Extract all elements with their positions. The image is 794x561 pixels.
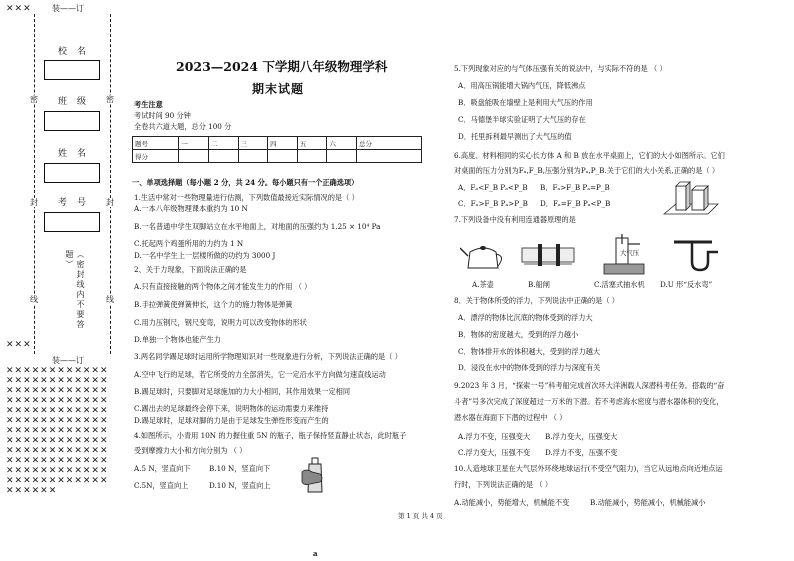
side-feng-right: 封 bbox=[106, 198, 114, 207]
question-line: 4.如图所示，小青用 10N 的力握住重 5N 的瓶子，瓶子保持竖直静止状态，此时瓶子 bbox=[134, 431, 407, 440]
page-number: 第 1 页 共 4 页 bbox=[398, 512, 443, 520]
teapot-figure bbox=[460, 240, 508, 274]
q8-option-d: D．浸没在水中的物体受到的浮力与深度有关 bbox=[458, 363, 601, 372]
q5-option-d: D．托里拆利最早测出了大气压的值 bbox=[458, 132, 572, 141]
q9-stem-line1: 9.2023 年 3 月，“探索一号”科考船完成首次环大洋洲载人深潜科考任务。搭载的“奋 bbox=[454, 381, 725, 390]
q9-option-a: A.浮力不变，压强变大 bbox=[458, 432, 531, 441]
q6-option-b: B．Fₐ>F_B Pₐ=P_B bbox=[540, 183, 610, 192]
option-line: D.单独一个物体也能产生力 bbox=[134, 335, 221, 344]
score-header-cell: 二 bbox=[208, 137, 238, 150]
name-field[interactable] bbox=[44, 163, 100, 183]
q7-option-a: A.茶壶 bbox=[472, 280, 494, 289]
q10-option-a: A.动能减小，势能增大，机械能不变 bbox=[454, 498, 570, 507]
score-header-cell: 一 bbox=[179, 137, 209, 150]
class-field[interactable] bbox=[44, 111, 100, 131]
q8-stem: 8．关于物体所受的浮力，下列说法中正确的是（ ） bbox=[454, 296, 619, 305]
q8-option-a: A．漂浮的物体比沉底的物体受到的浮力大 bbox=[458, 313, 593, 322]
number-label: 考号 bbox=[58, 198, 97, 208]
q7-option-c: C.活塞式抽水机 bbox=[594, 280, 645, 289]
q6-option-a: A．Fₐ<F_B Pₐ<P_B bbox=[458, 183, 528, 192]
q6-option-d: D．Fₐ=F_B Pₐ<P_B bbox=[540, 199, 611, 208]
option-line: A.只有直接接触的两个物体之间才能发生力的作用 （ ） bbox=[134, 282, 312, 291]
sealing-notice: （密封线内不要答题） bbox=[65, 250, 85, 330]
q9-option-c: C.浮力变大，压强不变 bbox=[458, 448, 531, 457]
binding-top-label: 装——订 bbox=[52, 4, 84, 13]
score-header-cell: 四 bbox=[268, 137, 298, 150]
option-line: D.踢足球时，足球对脚的力是由于足球发生弹性形变而产生的 bbox=[134, 416, 329, 425]
option-line: B.手拉弹簧使弹簧伸长，这个力的施力物体是弹簧 bbox=[134, 300, 293, 309]
option-line: A.空中飞行的足球，若它所受的力全部消失，它一定沿水平方向做匀速直线运动 bbox=[134, 370, 386, 379]
question-line: 受到摩擦力大小和方向分别为 （ ） bbox=[134, 446, 247, 455]
score-row-label: 得分 bbox=[133, 150, 179, 163]
u-trap-figure bbox=[672, 238, 720, 274]
binding-bottom-label: 装——订 bbox=[52, 356, 84, 365]
notes-total: 全卷共六道大题，总分 100 分 bbox=[134, 122, 232, 131]
score-header-cell: 总分 bbox=[357, 137, 422, 150]
q7-option-b: B.船闸 bbox=[528, 280, 550, 289]
q10-stem-line1: 10.人造地球卫星在大气层外环绕地球运行(不受空气阻力)，当它从远地点向近地点运 bbox=[454, 464, 723, 473]
q4-option-c: C.5N，竖直向上 bbox=[134, 481, 189, 490]
q9-stem-line3: 潜水器在海面下下潜的过程中 （ ） bbox=[454, 413, 567, 422]
q9-stem-line2: 斗者”号多次完成了深度超过一万米的下潜。若不考虑海水密度与潜水器体积的变化， bbox=[454, 397, 724, 406]
question-line: 3.两名同学踢足球时运用所学物理知识对一些现象进行分析，下列说法正确的是（ ） bbox=[134, 352, 402, 361]
q5-option-a: A．用高压锅能增大锅内气压，降低沸点 bbox=[458, 81, 586, 90]
q4-option-b: B.10 N，竖直向下 bbox=[209, 464, 271, 473]
decorative-x-pattern-bottom: ✕✕✕✕✕✕✕✕✕✕✕✕✕✕✕✕✕✕✕✕✕✕✕✕✕✕✕✕✕✕✕✕✕✕✕✕✕✕✕✕✕✕✕✕✕✕✕✕✕✕✕✕✕✕✕✕✕✕✕✕✕✕✕✕✕✕✕✕✕✕✕✕✕✕✕✕✕✕✕✕✕✕✕✕✕✕✕✕✕✕✕✕✕✕✕✕✕✕✕✕✕✕✕✕✕✕✕✕✕✕✕✕✕✕✕✕✕✕✕✕✕✕✕✕✕✕✕✕✕✕✕✕✕✕✕✕✕✕✕✕✕✕✕✕✕✕✕✕✕✕ bbox=[6, 366, 109, 496]
q9-option-d: D.浮力不变，压强不变 bbox=[545, 448, 618, 457]
score-cell[interactable] bbox=[179, 150, 209, 163]
footer-mark: a bbox=[313, 549, 318, 558]
decorative-x-pattern-top: ✕✕✕ bbox=[6, 4, 32, 14]
score-header-cell: 三 bbox=[238, 137, 268, 150]
q7-stem: 7.下列设备中没有利用连通器原理的是 bbox=[454, 215, 576, 224]
q7-option-d: D.U 形“反水弯” bbox=[660, 280, 713, 289]
q6-stem-line1: 6.高度、材料相同的实心长方体 A 和 B 放在水平桌面上，它们的大小如图所示。它们 bbox=[454, 151, 725, 160]
q5-option-c: C．马德堡半球实验证明了大气压的存在 bbox=[458, 115, 586, 124]
side-mi-right: 密 bbox=[106, 95, 114, 104]
q10-option-b: B.动能减小，势能减小，机械能减小 bbox=[590, 498, 706, 507]
score-cell[interactable] bbox=[208, 150, 238, 163]
side-feng-left: 封 bbox=[30, 198, 38, 207]
side-xian-right: 线 bbox=[106, 295, 114, 304]
score-header-cell: 五 bbox=[297, 137, 327, 150]
section1-heading: 一、单项选择题（每小题 2 分，共 24 分。每小题只有一个正确选项） bbox=[132, 178, 359, 187]
option-line: C.踢出去的足球最终会停下来，说明物体的运动需要力来维持 bbox=[134, 404, 329, 413]
number-field[interactable] bbox=[44, 212, 100, 232]
score-cell[interactable] bbox=[297, 150, 327, 163]
option-line: B.一名普通中学生双脚站立在水平地面上，对地面的压强约为 1.25 × 10⁴ Pa bbox=[134, 222, 381, 231]
q8-option-c: C．物体排开水的体积越大，受到的浮力越大 bbox=[458, 347, 601, 356]
hand-bottle-figure bbox=[298, 456, 334, 496]
name-label: 姓名 bbox=[58, 149, 97, 159]
score-cell[interactable] bbox=[327, 150, 357, 163]
school-field[interactable] bbox=[44, 60, 100, 80]
q6-stem-line2: 对桌面的压力分别为Fₐ,F_B,压强分别为Pₐ,P_B.关于它们的大小关系,正确的是（ ） bbox=[454, 166, 720, 175]
q5-stem: 5.下列现象对应的与气体压强有关的说法中，与实际不符的是 （ ） bbox=[454, 64, 667, 73]
ship-lock-figure bbox=[520, 240, 576, 274]
score-cell[interactable] bbox=[268, 150, 298, 163]
binding-strip bbox=[0, 0, 118, 561]
score-table bbox=[132, 136, 422, 163]
option-line: A.一本八年级物理课本重约为 10 N bbox=[134, 204, 248, 213]
decorative-x-pattern-mid: ✕✕✕ bbox=[6, 340, 32, 350]
notes-time: 考试时间 90 分钟 bbox=[134, 111, 191, 120]
q9-option-b: B.浮力变大，压强变大 bbox=[545, 432, 618, 441]
class-label: 班级 bbox=[58, 97, 97, 107]
question-line: 1.生活中常对一些物理量进行估测，下列数值最接近实际情况的是（ ） bbox=[134, 193, 359, 202]
score-header-cell: 六 bbox=[327, 137, 357, 150]
page-subtitle: 期末试题 bbox=[252, 82, 305, 96]
score-cell[interactable] bbox=[357, 150, 422, 163]
question-line: 2、关于力现象，下面说法正确的是 bbox=[134, 265, 247, 274]
q10-stem-line2: 行时，下列说法正确的是 （ ） bbox=[454, 480, 553, 489]
pump-figure-label: 大气压 bbox=[620, 249, 640, 257]
option-line: D.一名中学生上一层楼所做的功约为 3000 J bbox=[134, 251, 276, 260]
blocks-ab-figure bbox=[662, 180, 720, 220]
side-mi-left: 密 bbox=[30, 95, 38, 104]
option-line: B.踢足球时，只要脚对足球施加的力大小相同，其作用效果一定相同 bbox=[134, 387, 351, 396]
score-header-cell: 题号 bbox=[133, 137, 179, 150]
score-cell[interactable] bbox=[238, 150, 268, 163]
option-line: C.托起两个鸡蛋所用的力约为 1 N bbox=[134, 239, 244, 248]
q6-option-c: C．Fₐ>F_B Pₐ>P_B bbox=[458, 199, 528, 208]
q4-option-d: D.10 N，竖直向上 bbox=[209, 481, 271, 490]
notes-heading: 考生注意 bbox=[134, 100, 163, 109]
option-line: C.用力压钢尺，钢尺变弯，说明力可以改变物体的形状 bbox=[134, 318, 307, 327]
q8-option-b: B．物体的密度越大，受到的浮力越小 bbox=[458, 330, 579, 339]
q4-option-a: A.5 N，竖直向下 bbox=[134, 464, 191, 473]
school-label: 校名 bbox=[58, 47, 97, 57]
page-title: 2023—2024 下学期八年级物理学科 bbox=[176, 59, 388, 74]
q5-option-b: B．吸盘能吸在墙壁上是利用大气压的作用 bbox=[458, 98, 593, 107]
side-xian-left: 线 bbox=[30, 295, 38, 304]
